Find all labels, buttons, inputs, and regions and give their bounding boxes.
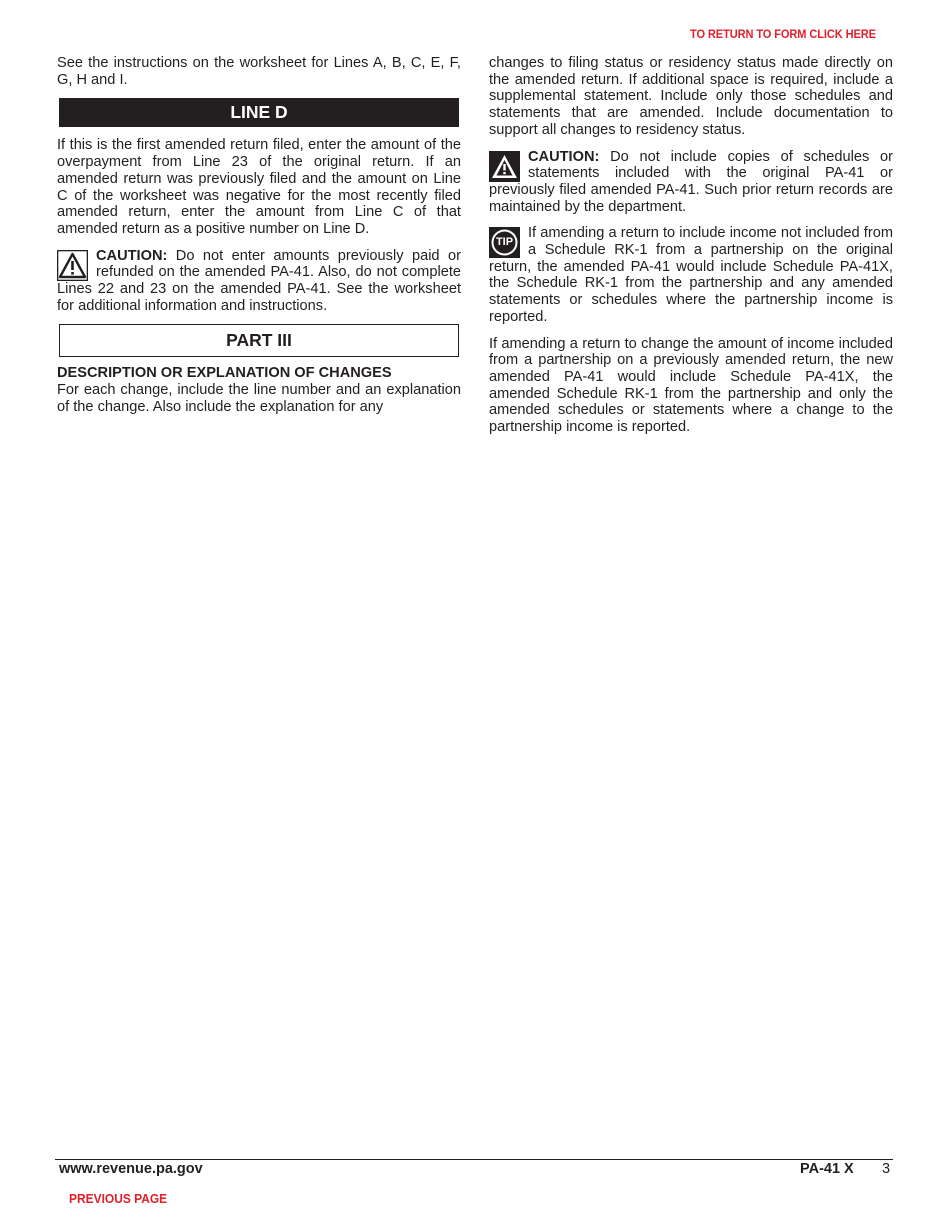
final-paragraph: If amending a return to change the amount of income included from a partnership on a previously amended return, the new amended PA-41 would include Schedule PA-41X, the amended Schedule RK-1 from the partnership and only the amended schedules or statements where a change to the partnership income is reported. [489, 335, 893, 436]
tip-text: If amending a return to include income not included from a Schedule RK-1 from a partnership on the original return, the amended PA-41 would include Schedule PA-41X, the Schedule RK-1 from the partnership and any amended statements or schedules where the partnership income is reported. [489, 225, 893, 325]
line-d-heading: LINE D [59, 98, 459, 127]
caution-label: CAUTION: [96, 247, 168, 264]
right-column [489, 55, 893, 436]
footer-form-name: PA-41 X [800, 1161, 854, 1177]
footer-url: www.revenue.pa.gov [59, 1161, 203, 1177]
tip-paragraph [489, 225, 893, 325]
intro-paragraph: See the instructions on the worksheet for Lines A, B, C, E, F, G, H and I. [57, 55, 461, 88]
part-iii-subheading: DESCRIPTION OR EXPLANATION OF CHANGES [57, 365, 392, 382]
caution-paragraph-right [489, 149, 893, 216]
part-iii-heading: PART III [59, 324, 459, 357]
footer-divider [55, 1159, 893, 1160]
caution-text: Do not include copies of schedules or statements included with the original PA-41 or previously filed amended PA-41. Such prior return records are maintained by the department. [489, 148, 893, 215]
footer-page-number: 3 [882, 1161, 891, 1177]
part-iii-paragraph: For each change, include the line number and an explanation of the change. Also include the explanation for any [57, 382, 461, 415]
caution-text: Do not enter amounts previously paid or refunded on the amended PA-41. Also, do not complete Lines 22 and 23 on the amended PA-41. See the worksheet for additional information and instructions. [57, 247, 461, 314]
previous-page-link[interactable]: PREVIOUS PAGE [69, 1191, 168, 1206]
caution-label: CAUTION: [528, 148, 600, 165]
caution-paragraph-left [57, 248, 461, 315]
return-to-form-link[interactable]: TO RETURN TO FORM CLICK HERE [690, 27, 876, 41]
caution-icon [57, 250, 88, 281]
continued-paragraph: changes to filing status or residency status made directly on the amended return. If additional space is required, include a supplemental statement. Include only those schedules and statements that are amended. Include documentation to support all changes to residency status. [489, 55, 893, 138]
left-column [57, 55, 461, 416]
caution-icon [489, 151, 520, 182]
line-d-paragraph: If this is the first amended return filed, enter the amount of the overpayment from Line 23 of the original return. If an amended return was previously filed and the amount on Line C of the worksheet was negative for the most recently filed amended return, enter the amount from Line C of that amended return as a positive number on Line D. [57, 137, 461, 237]
tip-icon: TIP [489, 227, 520, 258]
